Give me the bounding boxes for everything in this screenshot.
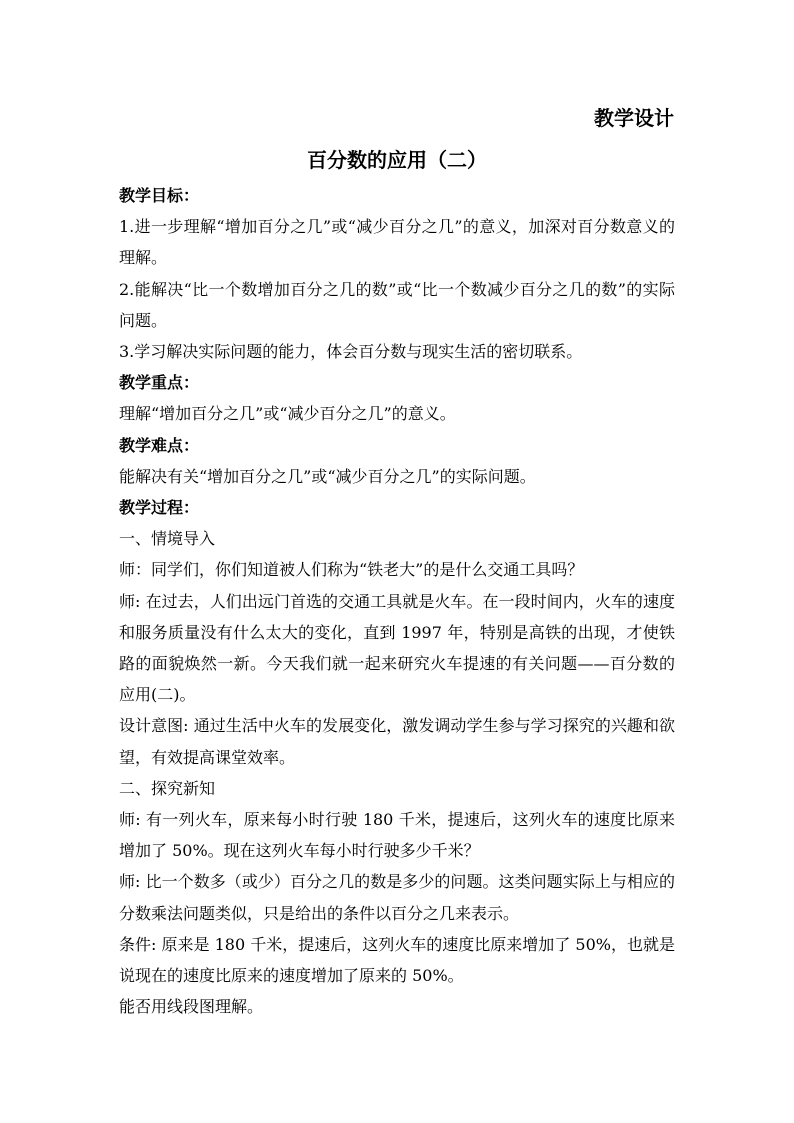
- goals-heading: 教学目标：: [119, 186, 200, 205]
- process-paragraph: 师: 在过去，人们出远门首选的交通工具就是火车。在一段时间内，火车的速度和服务质量没有什么太大的变化，直到 1997 年，特别是高铁的出现，才使铁路的面貌焕然一新。今天我们就一起来研究火车提速的有关问题——百分数的应用(二)。: [119, 591, 675, 705]
- process-paragraph: 能否用线段图理解。: [119, 997, 264, 1017]
- process-paragraph: 师: 有一列火车，原来每小时行驶 180 千米，提速后，这列火车的速度比原来增加了 50%。现在这列火车每小时行驶多少千米？: [119, 810, 675, 861]
- goal-item-1: 1.进一步理解“增加百分之几”或“减少百分之几”的意义，加深对百分数意义的理解。: [119, 217, 675, 268]
- process-heading: 教学过程：: [119, 498, 200, 518]
- condition-paragraph: 条件: 原来是 180 千米，提速后，这列火车的速度比原来增加了 50%，也就是说现在的速度比原来的速度增加了原来的 50%。: [119, 934, 675, 986]
- process-step-explore-heading: 二、探究新知: [119, 778, 216, 798]
- document-body: [119, 180, 675, 1022]
- design-intent-paragraph: 设计意图: 通过生活中火车的发展变化，激发调动学生参与学习探究的兴趣和欲望，有效提高课堂效率。: [119, 716, 675, 767]
- difficulty-heading: 教学难点：: [119, 435, 200, 455]
- page-title: 百分数的应用（二）: [307, 148, 487, 172]
- goal-item-2: 2.能解决“比一个数增加百分之几的数”或“比一个数减少百分之几的数”的实际问题。: [119, 279, 675, 330]
- process-step-intro-heading: 一、情境导入: [119, 529, 216, 549]
- process-paragraph: 师: 比一个数多（或少）百分之几的数是多少的问题。这类问题实际上与相应的分数乘法问题类似，只是给出的条件以百分之几来表示。: [119, 872, 675, 923]
- process-paragraph: 师：同学们，你们知道被人们称为“铁老大”的是什么交通工具吗？: [119, 560, 584, 580]
- key-point-heading: 教学重点：: [119, 373, 200, 393]
- key-point-text: 理解“增加百分之几”或“减少百分之几”的意义。: [119, 404, 456, 424]
- difficulty-text: 能解决有关“增加百分之几”或“减少百分之几”的实际问题。: [119, 466, 536, 486]
- goal-item-3: 3.学习解决实际问题的能力，体会百分数与现实生活的密切联系。: [119, 342, 583, 362]
- document-type-label: 教学设计: [594, 106, 674, 130]
